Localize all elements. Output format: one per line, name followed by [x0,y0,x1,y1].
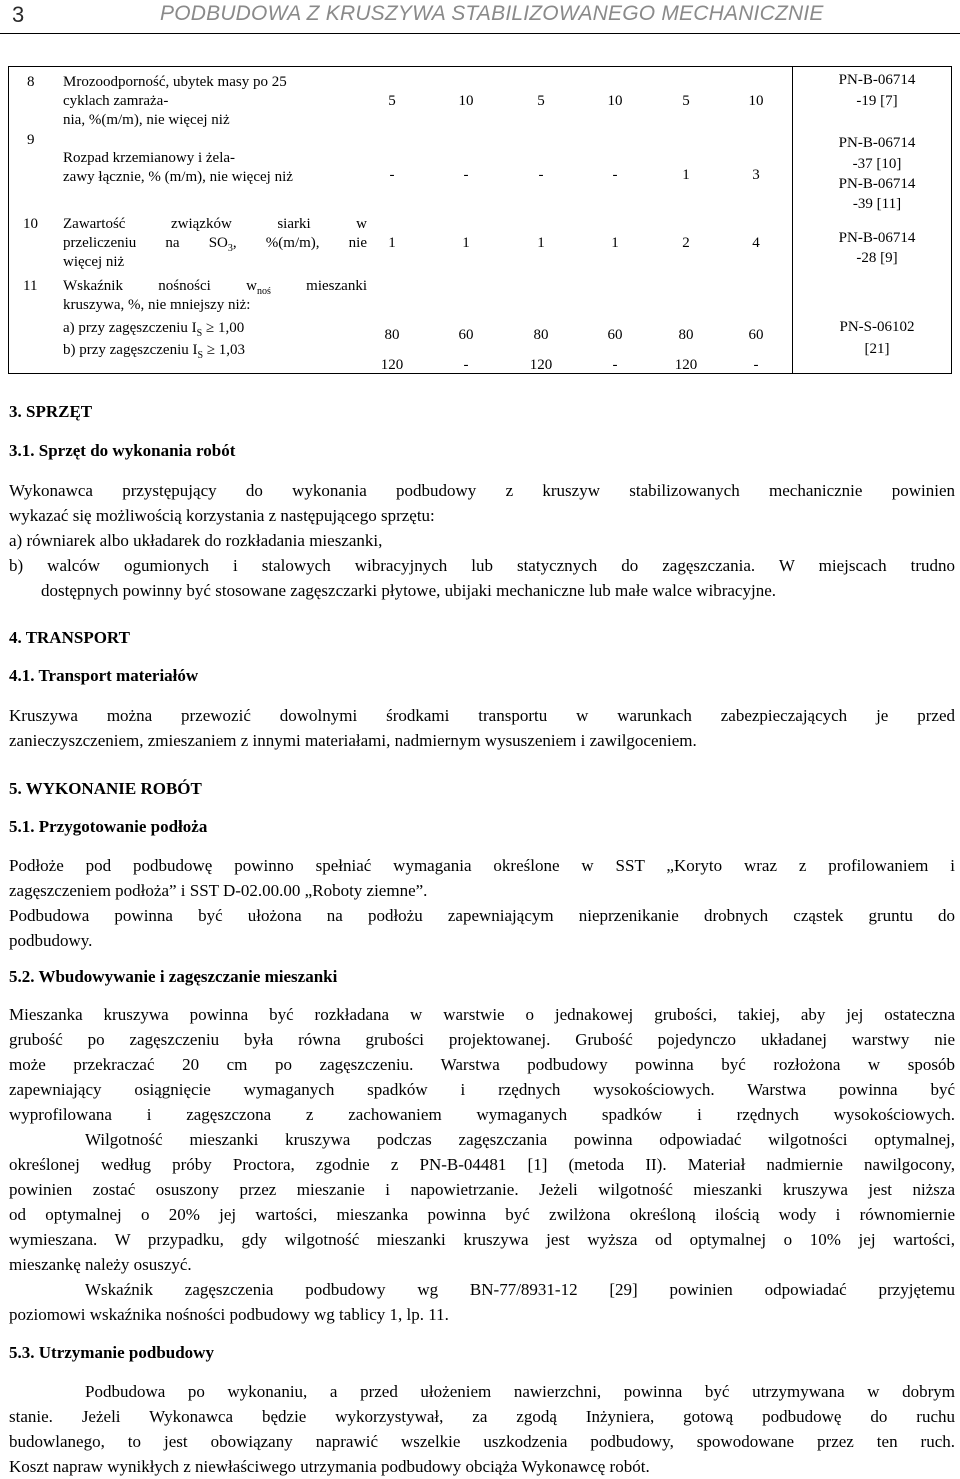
text-line: Wskaźnik zagęszczenia podbudowy wg BN-77/8931-12 [29] powinien odpowiadać przyjętemu [85,1280,955,1299]
row-10-standard-ref: -28 [9] [856,250,898,266]
section-5-3-body [9,1379,955,1479]
row-11-value-b: 120 [529,357,553,373]
row-8-value: 5 [682,93,690,109]
row-11-value-b: - [753,357,759,373]
row-9-value: - [612,167,618,183]
row-10-line-1: Zawartość związków siarki w [63,216,367,232]
row-11-value-b: - [463,357,469,373]
text-line: Podbudowa po wykonaniu, a przed ułożeniem nawierzchni, powinna być utrzymywana w dobrym [85,1382,955,1401]
row-8-number: 8 [27,74,35,90]
row-10-number: 10 [23,216,38,232]
text-line: Koszt napraw wynikłych z niewłaściwego utrzymania podbudowy obciąża Wykonawcę robót. [9,1457,650,1476]
row-10-value: 1 [462,235,470,251]
row-9-number: 9 [27,132,35,148]
text-line: grubość po zagęszczeniu była równa grubości projektowanej. Grubość pojedynczo układanej warstwy nie [9,1030,955,1049]
page-number: 3 [12,2,25,27]
list-item-a: a) równiarek albo układarek do rozkładania mieszanki, [9,531,383,550]
section-4-1-heading: 4.1. Transport materiałów [9,666,199,685]
row-11-value-a: 60 [458,327,474,343]
section-5-2-body [9,1002,955,1327]
list-item-b: b) walców ogumionych i stalowych wibracyjnych lub statycznych do zagęszczania. W miejscach trudno [9,556,955,575]
row-11-case-a: a) przy zagęszczeniu $I_S \ge 1,00$ [63,320,245,339]
row-11-line-2: kruszywa, %, nie mniejszy niż: [63,297,251,313]
list-item-b-continued: dostępnych powinny być stosowane zagęszczarki płytowe, ubijaki mechaniczne lub małe walce wibracyjne. [41,581,776,600]
row-8-value: 10 [748,93,764,109]
text-line: budowlanego, to jest obowiązany naprawić wszelkie uszkodzenia podbudowy, spowodowane przez ten ruch. [9,1432,955,1451]
row-10-line-3: więcej niż [63,254,125,270]
row-9-standard-ref-2: -39 [11] [852,196,902,212]
row-9-standard-2: PN-B-06714 [838,176,916,192]
row-8-value: 5 [537,93,545,109]
row-10-value: 1 [388,235,396,251]
text-line: określonej według próby Proctora, zgodnie z PN-B-04481 [1] (metoda II). Materiał nadmiernie nawilgocony, [9,1155,955,1174]
row-8-standard-ref: -19 [7] [856,93,898,109]
section-5-3-heading: 5.3. Utrzymanie podbudowy [9,1343,214,1362]
row-8-value: 10 [458,93,474,109]
text-line: Podłoże pod podbudowę powinno spełniać wymagania określone w SST „Koryto wraz z profilowaniem i [9,856,955,875]
text-line: stanie. Jeżeli Wykonawca będzie wykorzystywał, za zgodą Inżyniera, gotową podbudowę do ruchu [9,1407,955,1426]
row-9-standard-ref: -37 [10] [852,156,902,172]
row-8-line-1: Mrozoodporność, ubytek masy po 25 [63,74,287,90]
section-5-1-body [9,853,955,953]
row-11-value-a: 80 [384,327,400,343]
row-8-standard: PN-B-06714 [838,72,916,88]
row-11-number: 11 [23,278,38,294]
row-11-value-a: 60 [607,327,623,343]
row-9-value: 3 [752,167,760,183]
text-line: podbudowy. [9,931,93,950]
header-rule [0,33,960,34]
section-5-heading: 5. WYKONANIE ROBÓT [9,779,202,798]
text-line: Podbudowa powinna być ułożona na podłożu zapewniającym nieprzenikanie drobnych cząstek gruntu do [9,906,955,925]
row-8-line-3: nia, %(m/m), nie więcej niż [63,112,230,128]
row-11-standard-ref: [21] [864,341,890,357]
row-8-value: 5 [388,93,396,109]
text-line: może przekraczać 20 cm po zagęszczeniu. Warstwa podbudowy powinna być rozłożona w sposób [9,1055,955,1074]
requirements-table [8,66,952,374]
row-8-line-2: cyklach zamraża- [63,93,169,109]
row-11-standard: PN-S-06102 [839,319,915,335]
row-10-value: 1 [537,235,545,251]
text-line: mieszankę należy osuszyć. [9,1255,192,1274]
row-9-standard: PN-B-06714 [838,135,916,151]
text-line: Kruszywa można przewozić dowolnymi środkami transportu w warunkach zabezpieczających je przed [9,706,955,725]
row-9-line-2: zawy łącznie, % (m/m), nie więcej niż [63,169,293,185]
row-11-line-1: Wskaźnik nośności $w_{noś}$ mieszanki [63,278,367,297]
text-line: Wilgotność mieszanki kruszywa podczas zagęszczania powinna odpowiadać wilgotności optymalnej, [85,1130,955,1149]
row-11-value-a: 60 [748,327,764,343]
text-line: Wykonawca przystępujący do wykonania podbudowy z kruszyw stabilizowanych mechanicznie powinien [9,481,955,500]
header-title: PODBUDOWA Z KRUSZYWA STABILIZOWANEGO MECHANICZNIE [160,2,824,25]
row-9-value: - [538,167,544,183]
text-line: od optymalnej o 20% jej wartości, mieszanka powinna być zwilżona określoną ilością wody i równomiernie [9,1205,955,1224]
row-10-value: 1 [611,235,619,251]
text-line: wykazać się możliwością korzystania z następującego sprzętu: [9,506,435,525]
section-4-body [9,703,955,753]
text-line: wyprofilowana i zagęszczona z zachowaniem wymaganych spadków i rzędnych wysokościowych. [9,1105,955,1124]
table-column-divider [792,67,793,373]
row-9-line-1: Rozpad krzemianowy i żela- [63,150,236,166]
section-3-heading: 3. SPRZĘT [9,402,93,421]
row-11-case-b: b) przy zagęszczeniu $I_S \ge 1,03$ [63,342,246,361]
text-line: zapewniający osiągnięcie wymaganych spadków i rzędnych wysokościowych. Warstwa powinna być [9,1080,955,1099]
row-8-value: 10 [607,93,623,109]
row-10-line-2: przeliczeniu na $SO_3$, %(m/m), nie [63,235,367,254]
row-10-standard: PN-B-06714 [838,230,916,246]
row-10-value: 4 [752,235,760,251]
text-line: poziomowi wskaźnika nośności podbudowy wg tablicy 1, lp. 11. [9,1305,449,1324]
section-5-1-heading: 5.1. Przygotowanie podłoża [9,817,208,836]
row-11-value-b: 120 [674,357,698,373]
row-9-value: 1 [682,167,690,183]
section-5-2-heading: 5.2. Wbudowywanie i zagęszczanie mieszanki [9,967,338,986]
row-11-value-b: - [612,357,618,373]
row-11-value-a: 80 [678,327,694,343]
text-line: Mieszanka kruszywa powinna być rozkładana w warstwie o jednakowej grubości, takiej, aby jej ostateczna [9,1005,955,1024]
section-3-1-heading: 3.1. Sprzęt do wykonania robót [9,441,236,460]
section-3-body [9,478,955,603]
row-9-value: - [389,167,395,183]
row-11-value-a: 80 [533,327,549,343]
row-11-value-b: 120 [380,357,404,373]
text-line: wymieszana. W przypadku, gdy wilgotność mieszanki kruszywa jest wyższa od optymalnej o 10% jej wartości, [9,1230,955,1249]
text-line: zagęszczeniem podłoża” i SST D-02.00.00 „Roboty ziemne”. [9,881,428,900]
section-4-heading: 4. TRANSPORT [9,628,130,647]
row-9-value: - [463,167,469,183]
page-header [0,0,960,40]
text-line: zanieczyszczeniem, zmieszaniem z innymi materiałami, nadmiernym wysuszeniem i zawilgoceniem. [9,731,697,750]
text-line: powinien zostać osuszony przez mieszanie i napowietrzanie. Jeżeli wilgotność mieszanki kruszywa jest niższa [9,1180,955,1199]
row-10-value: 2 [682,235,690,251]
